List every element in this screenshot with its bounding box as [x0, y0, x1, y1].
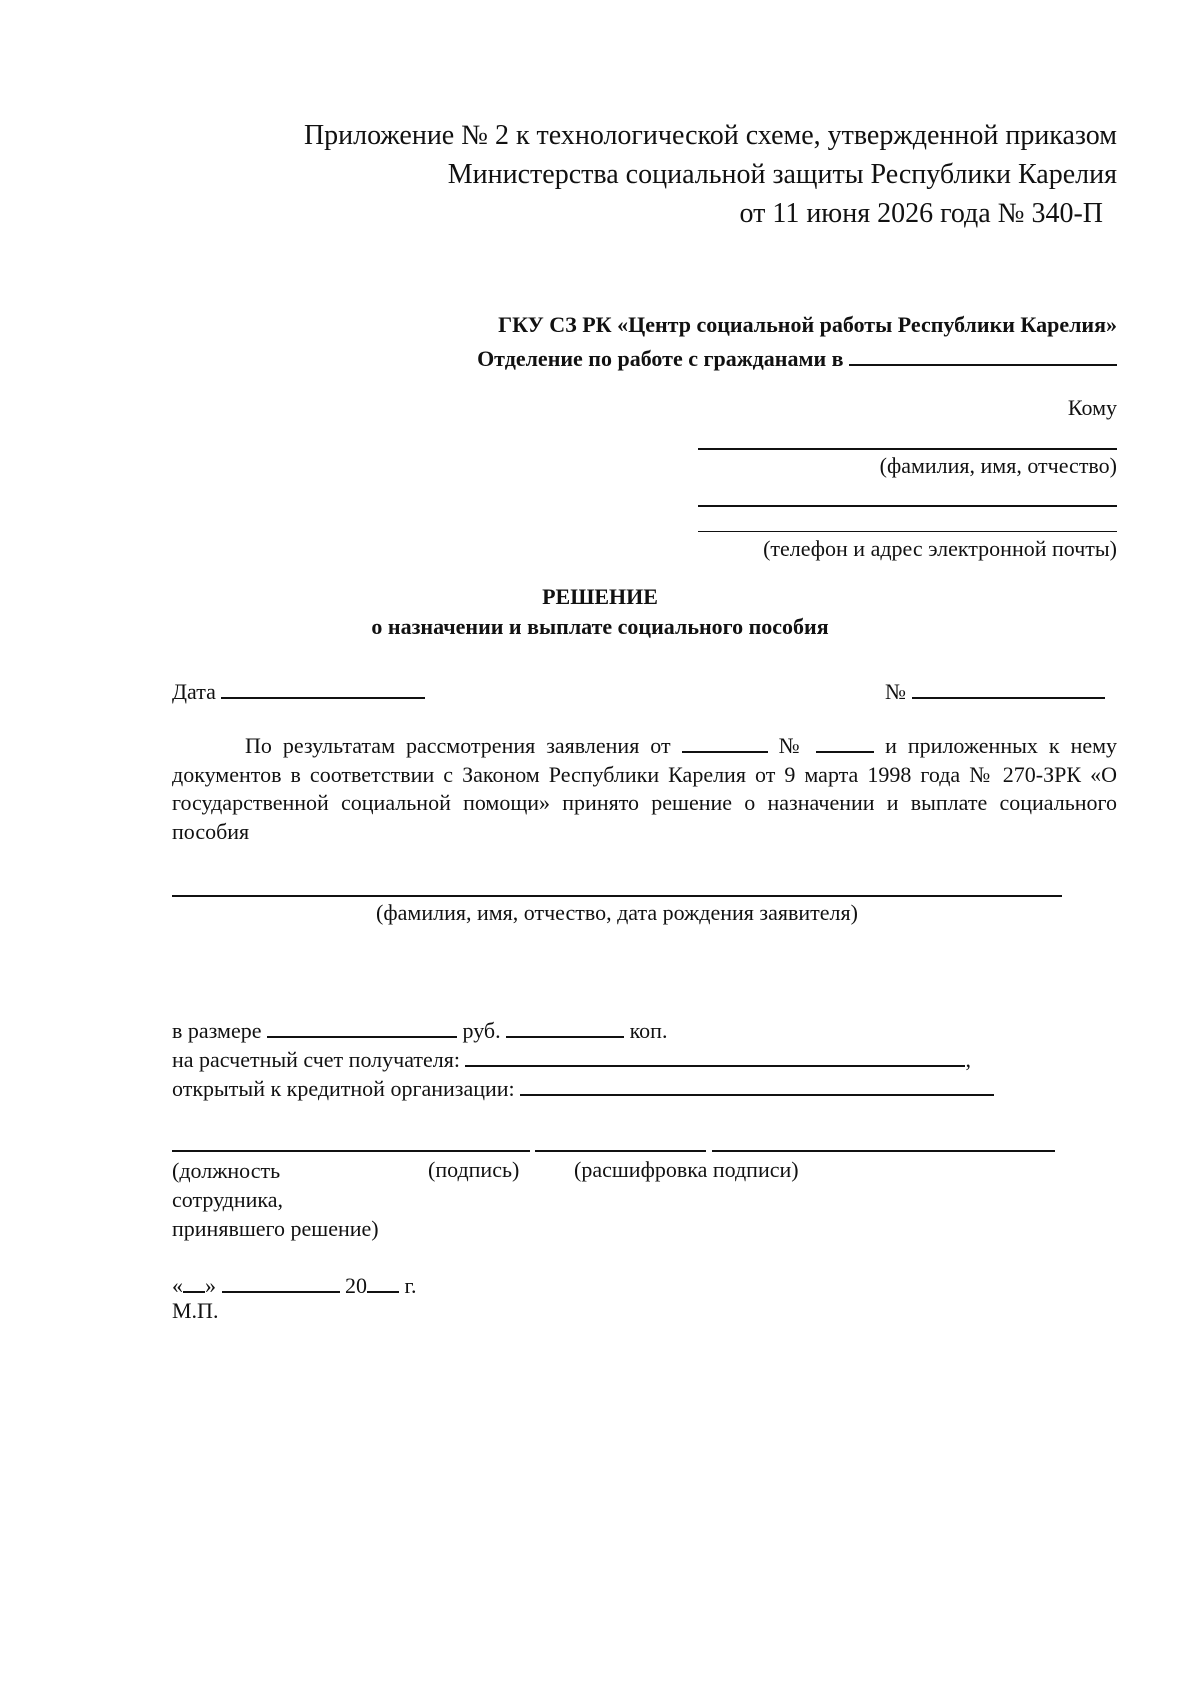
application-number-blank[interactable]	[816, 728, 874, 753]
bank-label: открытый к кредитной организации:	[172, 1076, 515, 1102]
kop-blank[interactable]	[506, 1013, 624, 1038]
decode-caption: (расшифровка подписи)	[574, 1157, 799, 1182]
number-field	[885, 674, 1105, 706]
day-blank[interactable]	[183, 1268, 205, 1293]
organization-name: ГКУ СЗ РК «Центр социальной работы Республики Карелия»	[498, 312, 1117, 337]
account-comma: ,	[965, 1047, 971, 1073]
appendix-line-1: Приложение № 2 к технологической схеме, утвержденной приказом	[303, 120, 1117, 151]
department-blank[interactable]	[849, 341, 1117, 366]
recipient-contact-line-2[interactable]	[698, 531, 1117, 532]
rub-blank[interactable]	[267, 1013, 457, 1038]
stamp-placeholder: М.П.	[172, 1298, 219, 1323]
number-label: №	[885, 679, 906, 705]
year-prefix: 20	[345, 1273, 367, 1299]
bank-row	[172, 1071, 994, 1103]
document-title-sub: о назначении и выплате социального пособия	[371, 614, 829, 639]
signature-line[interactable]	[535, 1150, 706, 1152]
appendix-line-2: Министерства социальной защиты Республики Карелия	[447, 159, 1117, 190]
organization-block	[300, 308, 1117, 375]
appendix-line-3: от 11 июня 2026 года № 340-П	[739, 198, 1103, 229]
recipient-contact-caption: (телефон и адрес электронной почты)	[763, 536, 1117, 561]
application-date-blank[interactable]	[682, 728, 768, 753]
amount-label: в размере	[172, 1018, 262, 1044]
rub-label: руб.	[462, 1018, 501, 1044]
document-title	[150, 582, 1050, 642]
appendix-header	[180, 116, 1117, 233]
year-blank[interactable]	[367, 1268, 399, 1293]
document-title-main: РЕШЕНИЕ	[542, 584, 658, 609]
kop-label: коп.	[629, 1018, 668, 1044]
position-caption: (должность сотрудника, принявшего решение)	[172, 1158, 379, 1241]
account-blank[interactable]	[465, 1042, 965, 1067]
sign-caption: (подпись)	[428, 1157, 520, 1182]
account-label: на расчетный счет получателя:	[172, 1047, 460, 1073]
paragraph-no-sign: №	[778, 733, 806, 759]
signature-decode-line[interactable]	[712, 1150, 1055, 1152]
department-line	[300, 341, 1117, 375]
amount-row	[172, 1013, 667, 1045]
quote-close: »	[205, 1273, 216, 1299]
date-label: Дата	[172, 679, 216, 705]
date-field	[172, 674, 425, 706]
year-suffix: г.	[404, 1273, 417, 1299]
date-blank[interactable]	[221, 674, 425, 699]
paragraph-part-2: и приложенных к нему документов в соответствии с Законом Республики Карелия от 9 марта 1998 года № 270-ЗРК «О государственной социальной помощи» принято решение о назначении и выплате социального пособия	[172, 733, 1118, 844]
to-label: Кому	[1067, 395, 1117, 420]
month-blank[interactable]	[222, 1268, 340, 1293]
quote-open: «	[172, 1273, 183, 1299]
account-row	[172, 1042, 971, 1074]
number-blank[interactable]	[912, 674, 1105, 699]
decision-paragraph	[172, 728, 1117, 846]
signature-date-row	[172, 1268, 417, 1300]
recipient-name-line[interactable]	[698, 448, 1117, 450]
position-line[interactable]	[172, 1150, 530, 1152]
applicant-caption: (фамилия, имя, отчество, дата рождения заявителя)	[376, 900, 858, 925]
paragraph-part-1: По результатам рассмотрения заявления от	[245, 733, 671, 759]
recipient-name-caption: (фамилия, имя, отчество)	[879, 453, 1117, 478]
department-label: Отделение по работе с гражданами в	[477, 346, 844, 372]
recipient-contact-line-1[interactable]	[698, 505, 1117, 507]
applicant-line[interactable]	[172, 895, 1062, 897]
bank-blank[interactable]	[520, 1071, 994, 1096]
